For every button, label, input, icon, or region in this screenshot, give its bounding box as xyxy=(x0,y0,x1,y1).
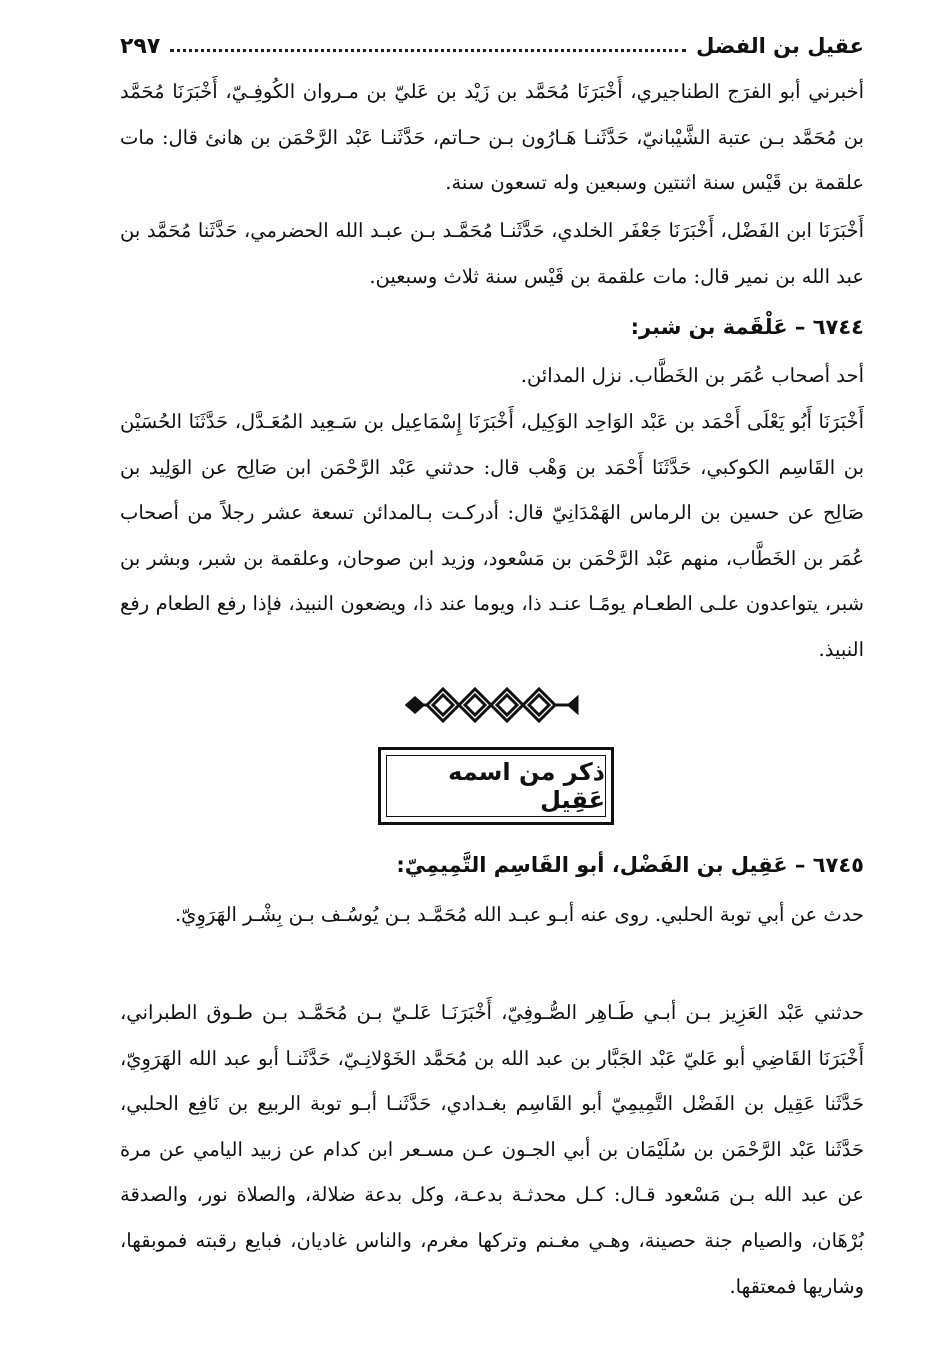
header-title: عقيل بن الفضل xyxy=(696,34,864,58)
paragraph-5: حدث عن أبي توبة الحلبي. روى عنه أبـو عبـد الله مُحَمَّـد بـن يُوسُـف بـن بِشْـر الهَرَوِيّ. xyxy=(174,903,864,926)
entry-heading-6744: ٦٧٤٤ – عَلْقَمة بن شبر: xyxy=(630,315,864,339)
paragraph-4: أَخْبَرَنَا أَبُو يَعْلَى أَحْمَد بن عَبْد الوَاحِد الوَكِيل، أَخْبَرَنَا إِسْمَاعِيل بن سَـعِيد المُعَـدَّل، حَدَّثَنَا الحُسَيْن بن القَاسِم الكوكبي، حَدَّثَنَا أَحْمَد بن وَهْب قال: حدثني عَبْد الرَّحْمَن ابن صَالِح عن الوَلِيد بن صَالِح عن حسين بن الرماس الهَمْدَانِيّ قال: أدركـت بـالمدائن تسعة عشر رجلاً من أصحاب عُمَر بن الخَطَّاب، منهم عَبْد الرَّحْمَن بن مَسْعود، وزيد ابن صوحان، وعلقمة بن شبر، وبشر بن شبر، يتواعدون علـى الطعـام يومًـا عنـد ذا، ويوما عند ذا، ويضعون النبيذ، فإذا رفع الطعام رفع النبيذ. xyxy=(120,410,864,661)
ornament-divider xyxy=(405,683,579,727)
section-title-inner-frame xyxy=(386,755,606,817)
paragraph-3: أحد أصحاب عُمَر بن الخَطَّاب. نزل المدائن. xyxy=(520,364,864,387)
running-header xyxy=(120,26,864,66)
entry-heading-6745: ٦٧٤٥ – عَقِيل بن الفَضْل، أبو القَاسِم التَّمِيمِيّ: xyxy=(396,853,864,877)
section-title: ذكر من اسمه عَقِيل xyxy=(448,758,605,814)
header-dot-leader xyxy=(170,41,686,52)
page-number: ٢٩٧ xyxy=(120,33,161,59)
paragraph-1: أخبرني أبو الفرَج الطناجيري، أَخْبَرَنَا مُحَمَّد بن زَيْد بن عَليّ بن مـروان الكُوفِـيّ، أَخْبَرَنَا مُحَمَّد بن مُحَمَّد بـن عتبة الشَّيْبانيّ، حَدَّثَنـا هَـارُون بـن حـاتم، حَدَّثَنـا عَبْد الرَّحْمَن بن هانئ قال: مات علقمة بن قَيْس سنة اثنتين وسبعين وله تسعون سنة. xyxy=(120,80,864,195)
paragraph-6: حدثني عَبْد العَزِيز بـن أبـي طَـاهِر الصُّـوفِيّ، أَخْبَرَنَـا عَلـيّ بـن مُحَمَّـد بـن طـوق الطبراني، أَخْبَرَنَا القَاضِي أبو عَليّ عَبْد الجَبَّار بن عبد الله بن مُحَمَّد الخَوْلانِـيّ، حَدَّثَنـا أبو عبد الله الهَرَوِيّ، حَدَّثَنا عَقِيل بن الفَضْل التَّمِيمِيّ أبو القَاسِم بغـدادي، حَدَّثَنـا أبـو توبة الربيع بن نَافِع الحلبي، حَدَّثَنا عَبْد الرَّحْمَن بن سُلَيْمَان بن أبي الجـون عـن مسـعر ابن كدام عن زبيد اليامي عن مرة عن عبد الله بـن مَسْعود قـال: كـل محدثـة بدعـة، وكل بدعة ضلالة، والصلاة نور، والصدقة بُرْهَان، والصيام جنة حصينة، وهـي مغـنم وتركها مغرم، والناس غاديان، فبايع رقبته فموبقها، وشاريها فمعتقها. xyxy=(120,1001,864,1298)
paragraph-2: أَخْبَرَنَا ابن الفَضْل، أَخْبَرَنَا جَعْفَر الخلدي، حَدَّثَنـا مُحَمَّـد بـن عبـد الله الحضرمي، حَدَّثَنا مُحَمَّد بن عبد الله بن نمير قال: مات علقمة بن قَيْس سنة ثلاث وسبعين. xyxy=(120,219,864,288)
section-title-box xyxy=(378,747,614,825)
